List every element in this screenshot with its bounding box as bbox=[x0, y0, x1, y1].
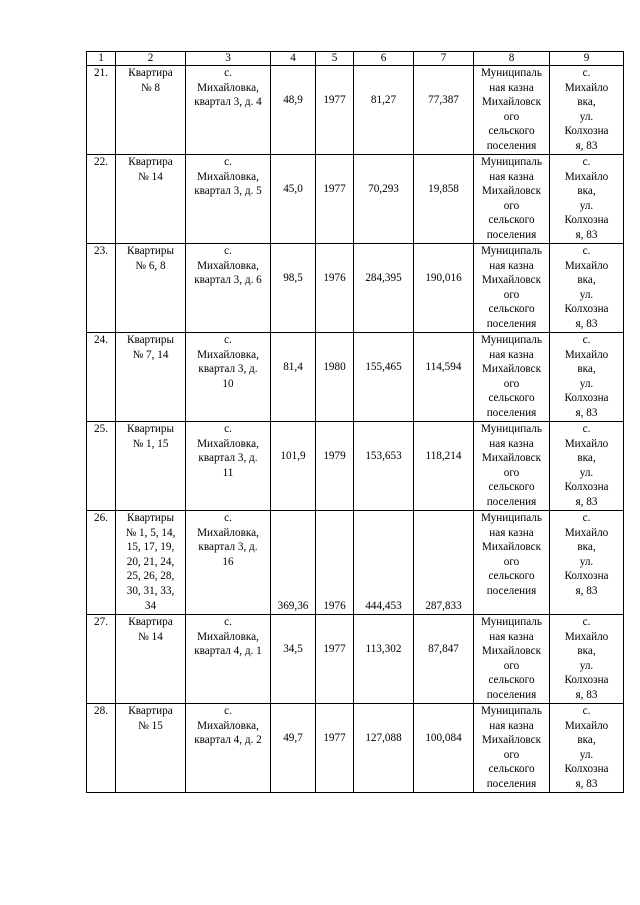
object-name-cell: Квартиры № 1, 15 bbox=[116, 422, 186, 511]
holder-address-cell: с. Михайло вка, ул. Колхозна я, 83 bbox=[550, 704, 624, 793]
year-built-cell: 1977 bbox=[316, 155, 354, 244]
area-cell: 101,9 bbox=[271, 422, 316, 511]
book-value-cell: 127,088 bbox=[354, 704, 414, 793]
book-value-cell: 153,653 bbox=[354, 422, 414, 511]
row-number-cell: 21. bbox=[87, 66, 116, 155]
ownership-cell: Муниципаль ная казна Михайловск ого сельского поселения bbox=[474, 66, 550, 155]
table-row bbox=[87, 155, 624, 244]
year-built-cell: 1976 bbox=[316, 244, 354, 333]
row-number-cell: 23. bbox=[87, 244, 116, 333]
residual-value-cell: 87,847 bbox=[414, 615, 474, 704]
object-name-cell: Квартира № 14 bbox=[116, 615, 186, 704]
object-name-cell: Квартира № 14 bbox=[116, 155, 186, 244]
property-register-table bbox=[86, 51, 624, 793]
book-value-cell: 81,27 bbox=[354, 66, 414, 155]
book-value-cell: 284,395 bbox=[354, 244, 414, 333]
year-built-cell: 1979 bbox=[316, 422, 354, 511]
column-number-row bbox=[87, 52, 624, 66]
area-cell: 45,0 bbox=[271, 155, 316, 244]
table-row bbox=[87, 615, 624, 704]
holder-address-cell: с. Михайло вка, ул. Колхозна я, 83 bbox=[550, 66, 624, 155]
object-name-cell: Квартиры № 7, 14 bbox=[116, 333, 186, 422]
ownership-cell: Муниципаль ная казна Михайловск ого сельского поселения bbox=[474, 422, 550, 511]
table-row bbox=[87, 704, 624, 793]
holder-address-cell: с. Михайло вка, ул. Колхозна я, 83 bbox=[550, 615, 624, 704]
address-cell: с. Михайловка, квартал 3, д. 6 bbox=[186, 244, 271, 333]
year-built-cell: 1977 bbox=[316, 66, 354, 155]
book-value-cell: 444,453 bbox=[354, 511, 414, 615]
area-cell: 49,7 bbox=[271, 704, 316, 793]
book-value-cell: 113,302 bbox=[354, 615, 414, 704]
area-cell: 34,5 bbox=[271, 615, 316, 704]
table-row bbox=[87, 511, 624, 615]
row-number-cell: 26. bbox=[87, 511, 116, 615]
holder-address-cell: с. Михайло вка, ул. Колхозна я, 83 bbox=[550, 422, 624, 511]
column-number: 9 bbox=[550, 52, 624, 66]
area-cell: 369,36 bbox=[271, 511, 316, 615]
address-cell: с. Михайловка, квартал 3, д. 5 bbox=[186, 155, 271, 244]
ownership-cell: Муниципаль ная казна Михайловск ого сельского поселения bbox=[474, 704, 550, 793]
column-number: 7 bbox=[414, 52, 474, 66]
address-cell: с. Михайловка, квартал 3, д. 11 bbox=[186, 422, 271, 511]
area-cell: 81,4 bbox=[271, 333, 316, 422]
ownership-cell: Муниципаль ная казна Михайловск ого сельского поселения bbox=[474, 155, 550, 244]
residual-value-cell: 19,858 bbox=[414, 155, 474, 244]
column-number: 8 bbox=[474, 52, 550, 66]
address-cell: с. Михайловка, квартал 3, д. 10 bbox=[186, 333, 271, 422]
year-built-cell: 1976 bbox=[316, 511, 354, 615]
holder-address-cell: с. Михайло вка, ул. Колхозна я, 83 bbox=[550, 511, 624, 615]
ownership-cell: Муниципаль ная казна Михайловск ого сельского поселения bbox=[474, 511, 550, 615]
residual-value-cell: 114,594 bbox=[414, 333, 474, 422]
row-number-cell: 25. bbox=[87, 422, 116, 511]
table-row bbox=[87, 422, 624, 511]
column-number: 5 bbox=[316, 52, 354, 66]
year-built-cell: 1980 bbox=[316, 333, 354, 422]
residual-value-cell: 287,833 bbox=[414, 511, 474, 615]
year-built-cell: 1977 bbox=[316, 704, 354, 793]
table-row bbox=[87, 66, 624, 155]
residual-value-cell: 100,084 bbox=[414, 704, 474, 793]
column-number: 6 bbox=[354, 52, 414, 66]
row-number-cell: 27. bbox=[87, 615, 116, 704]
address-cell: с. Михайловка, квартал 4, д. 1 bbox=[186, 615, 271, 704]
address-cell: с. Михайловка, квартал 4, д. 2 bbox=[186, 704, 271, 793]
object-name-cell: Квартиры № 6, 8 bbox=[116, 244, 186, 333]
table-row bbox=[87, 244, 624, 333]
column-number: 2 bbox=[116, 52, 186, 66]
ownership-cell: Муниципаль ная казна Михайловск ого сельского поселения bbox=[474, 333, 550, 422]
column-number: 1 bbox=[87, 52, 116, 66]
book-value-cell: 155,465 bbox=[354, 333, 414, 422]
column-number: 3 bbox=[186, 52, 271, 66]
row-number-cell: 22. bbox=[87, 155, 116, 244]
area-cell: 48,9 bbox=[271, 66, 316, 155]
address-cell: с. Михайловка, квартал 3, д. 16 bbox=[186, 511, 271, 615]
year-built-cell: 1977 bbox=[316, 615, 354, 704]
table-row bbox=[87, 333, 624, 422]
object-name-cell: Квартиры № 1, 5, 14, 15, 17, 19, 20, 21, 24, 25, 26, 28, 30, 31, 33, 34 bbox=[116, 511, 186, 615]
residual-value-cell: 118,214 bbox=[414, 422, 474, 511]
residual-value-cell: 77,387 bbox=[414, 66, 474, 155]
residual-value-cell: 190,016 bbox=[414, 244, 474, 333]
object-name-cell: Квартира № 8 bbox=[116, 66, 186, 155]
book-value-cell: 70,293 bbox=[354, 155, 414, 244]
holder-address-cell: с. Михайло вка, ул. Колхозна я, 83 bbox=[550, 244, 624, 333]
object-name-cell: Квартира № 15 bbox=[116, 704, 186, 793]
ownership-cell: Муниципаль ная казна Михайловск ого сельского поселения bbox=[474, 244, 550, 333]
row-number-cell: 28. bbox=[87, 704, 116, 793]
ownership-cell: Муниципаль ная казна Михайловск ого сельского поселения bbox=[474, 615, 550, 704]
area-cell: 98,5 bbox=[271, 244, 316, 333]
column-number: 4 bbox=[271, 52, 316, 66]
address-cell: с. Михайловка, квартал 3, д. 4 bbox=[186, 66, 271, 155]
row-number-cell: 24. bbox=[87, 333, 116, 422]
holder-address-cell: с. Михайло вка, ул. Колхозна я, 83 bbox=[550, 333, 624, 422]
holder-address-cell: с. Михайло вка, ул. Колхозна я, 83 bbox=[550, 155, 624, 244]
